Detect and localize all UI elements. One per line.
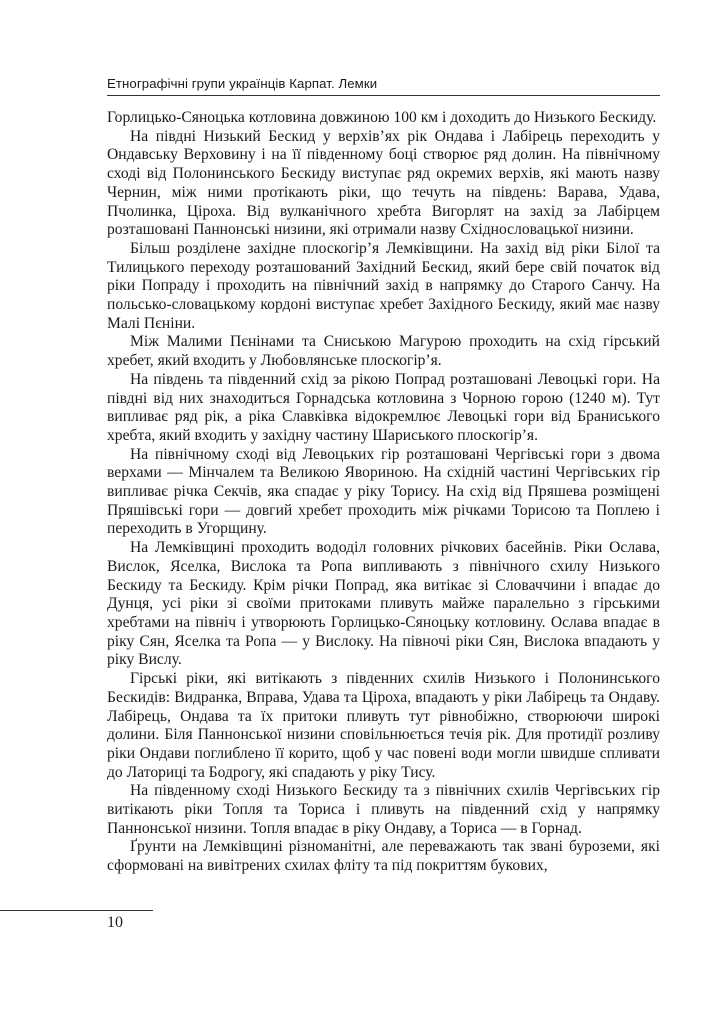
header-rule bbox=[107, 95, 660, 96]
paragraph: Горлицько-Сяноцька котловина довжиною 100 км і доходить до Низького Бескиду. bbox=[107, 109, 657, 126]
paragraph: Більш розділене західне плоскогір’я Лемківщини. На захід від ріки Білої та Тилицького переходу розташований Західний Бескид, який бере свій початок від ріки Попраду і проходить на північний захід в напрямку до Старого Санчу. На польсько-словацькому кордоні виступає хребет Західного Бескиду, який має назву Малі Пєніни. bbox=[107, 239, 660, 332]
body-text bbox=[107, 109, 660, 876]
page-number: 10 bbox=[107, 914, 123, 931]
paragraph: Гірські ріки, які витікають з південних схилів Низького і Полонинського Бескидів: Видранка, Вправа, Удава та Ціроха, впадають у ріки Лабірець та Ондаву. Лабірець, Ондава та їх притоки пливуть тут рівнобіжно, створюючи широкі долини. Біля Паннонської низини сповільнюється течія рік. Для протидії розливу ріки Ондави поглиблено її корито, щоб у час повені води могли швидше спливати до Латориці та Бодрогу, які спадають у ріку Тису. bbox=[107, 670, 660, 781]
paragraph: Між Малими Пєнінами та Сниською Магурою проходить на схід гірський хребет, який входить у Любовлянське плоскогір’я. bbox=[107, 333, 660, 370]
paragraph: На північному сході від Левоцьких гір розташовані Чергівські гори з двома верхами — Мінчалем та Великою Явориною. На східній частині Чергівських гір випливає річка Секчів, яка спадає у ріку Торису. На схід від Пряшева розміщені Пряшівські гори — довгий хребет проходить між річками Торисою та Поплею і переходить в Угорщину. bbox=[107, 445, 660, 538]
paragraph: На півдні Низький Бескид у верхів’ях рік Ондава і Лабірець переходить у Ондавську Верховину і на її південному боці створює ряд долин. На північному сході від Полонинського Бескиду виступає ряд окремих верхів, які мають назву Чернин, між ними протікають ріки, що течуть на південь: Варава, Удава, Пчолинка, Ціроха. Від вулканічного хребта Вигорлят на захід за Лабірцем розташовані Паннонські низини, які отримали назву Східнословацької низини. bbox=[107, 127, 660, 239]
footer-rule bbox=[0, 910, 153, 911]
paragraph: На Лемківщині проходить вододіл головних річкових басейнів. Ріки Ослава, Вислок, Яселка, Вислока та Ропа випливають з північного схилу Низького Бескиду та Бескиду. Крім річки Попрад, яка витікає зі Словаччини і впадає до Дунця, усі ріки зі своїми притоками пливуть майже паралельно з гірськими хребтами на північ і утворюють Горлицько-Сяноцьку котловину. Ослава впадає в ріку Сян, Яселка та Ропа — у Вислоку. На півночі ріки Сян, Вислока впадають у ріку Вислу. bbox=[107, 539, 660, 669]
paragraph: На південному сході Низького Бескиду та з північних схилів Чергівських гір витікають ріки Топля та Ториса і пливуть на південний схід у напрямку Паннонської низини. Топля впадає в ріку Ондаву, а Ториса — в Горнад. bbox=[107, 782, 660, 837]
paragraph: Ґрунти на Лемківщині різноманітні, але переважають так звані буроземи, які сформовані на вивітрених схилах фліту та під покриттям букових, bbox=[107, 838, 660, 875]
paragraph: На південь та південний схід за рікою Попрад розташовані Левоцькі гори. На півдні від них знаходиться Горнадська котловина з Чорною горою (1240 м). Тут випливає ряд рік, а ріка Славківка відокремлює Левоцькі гори від Браниського хребта, який входить у західну частину Шариського плоскогір’я. bbox=[107, 370, 660, 444]
running-head: Етнографічні групи українців Карпат. Лемки bbox=[107, 76, 378, 91]
